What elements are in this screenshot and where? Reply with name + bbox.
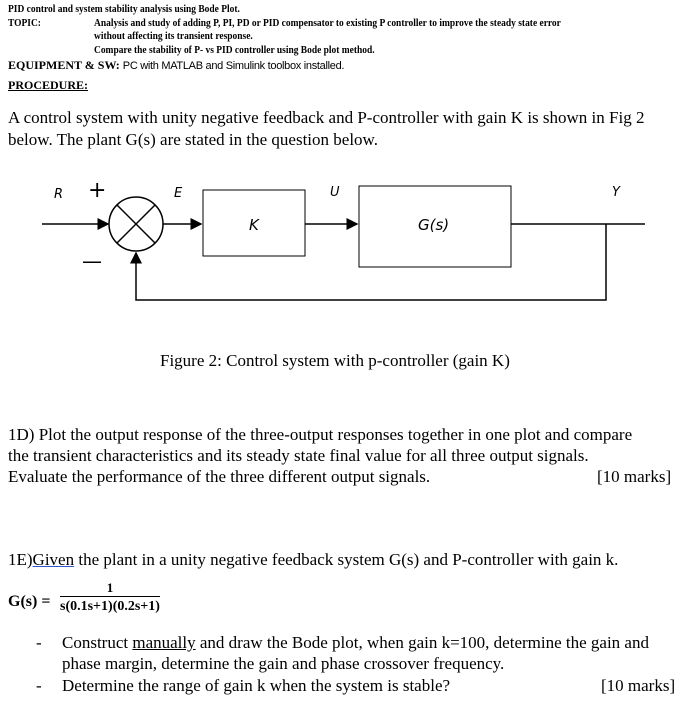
equipment-line <box>8 58 344 73</box>
minus-sign: — <box>82 249 102 273</box>
q1e-prefix: 1E) <box>8 550 33 569</box>
tf-numerator: 1 <box>106 580 114 595</box>
q1d-line-2: the transient characteristics and its steady state final value for all three output signals. <box>8 446 589 465</box>
b1-manually: manually <box>132 633 196 652</box>
q1e-rest: the plant in a unity negative feedback system G(s) and P-controller with gain k. <box>74 550 619 569</box>
equipment-text: PC with MATLAB and Simulink toolbox installed. <box>122 60 345 72</box>
topic-line-2: without affecting its transient response. <box>94 30 253 42</box>
bullet-1-line-2: phase margin, determine the gain and phase crossover frequency. <box>62 654 505 673</box>
q1d-line-1: 1D) Plot the output response of the three-output responses together in one plot and compare <box>8 425 633 444</box>
b1-rest: and draw the Bode plot, when gain k=100, determine the gain and <box>195 633 649 652</box>
transfer-function <box>60 580 160 615</box>
gs-label: G(s) = <box>8 593 51 610</box>
topic-line-3: Compare the stability of P- vs PID controller using Bode plot method. <box>94 44 375 56</box>
feedback-path <box>136 224 606 300</box>
label-y: Y <box>612 185 620 200</box>
block-g-label: G(s) <box>418 216 450 234</box>
plus-sign: + <box>88 178 107 203</box>
bullet-2-marker: - <box>36 676 42 695</box>
b1-pre: Construct <box>62 633 133 652</box>
block-diagram <box>0 170 692 310</box>
label-r: R <box>54 187 64 202</box>
bullet-1-marker: - <box>36 633 42 652</box>
equipment-label: EQUIPMENT & SW: <box>8 58 120 72</box>
q1e-line <box>8 550 618 570</box>
q1e-marks: [10 marks] <box>601 676 676 695</box>
summing-junction <box>109 197 163 251</box>
tf-denominator: s(0.1s+1)(0.2s+1) <box>60 596 160 615</box>
q1d-marks: [10 marks] <box>597 467 672 486</box>
bullet-1-line-1 <box>62 633 649 653</box>
intro-line-2: below. The plant G(s) are stated in the question below. <box>8 130 378 149</box>
procedure-heading: PROCEDURE: <box>8 78 88 92</box>
q1d-line-3: Evaluate the performance of the three different output signals. <box>8 467 431 486</box>
block-k-label: K <box>249 216 259 234</box>
topic-line-1: Analysis and study of adding P, PI, PD or PID compensator to existing P controller to improve the steady state error <box>94 17 561 29</box>
label-u: U <box>330 185 340 200</box>
q1e-given: Given <box>32 550 75 569</box>
topic-label: TOPIC: <box>8 17 41 29</box>
intro-line-1: A control system with unity negative feedback and P-controller with gain K is shown in Fig 2 <box>8 108 645 127</box>
label-e: E <box>174 186 183 201</box>
figure-caption: Figure 2: Control system with p-controller (gain K) <box>160 351 510 370</box>
doc-title: PID control and system stability analysis using Bode Plot. <box>8 3 240 15</box>
bullet-2-text: Determine the range of gain k when the system is stable? <box>62 676 451 695</box>
